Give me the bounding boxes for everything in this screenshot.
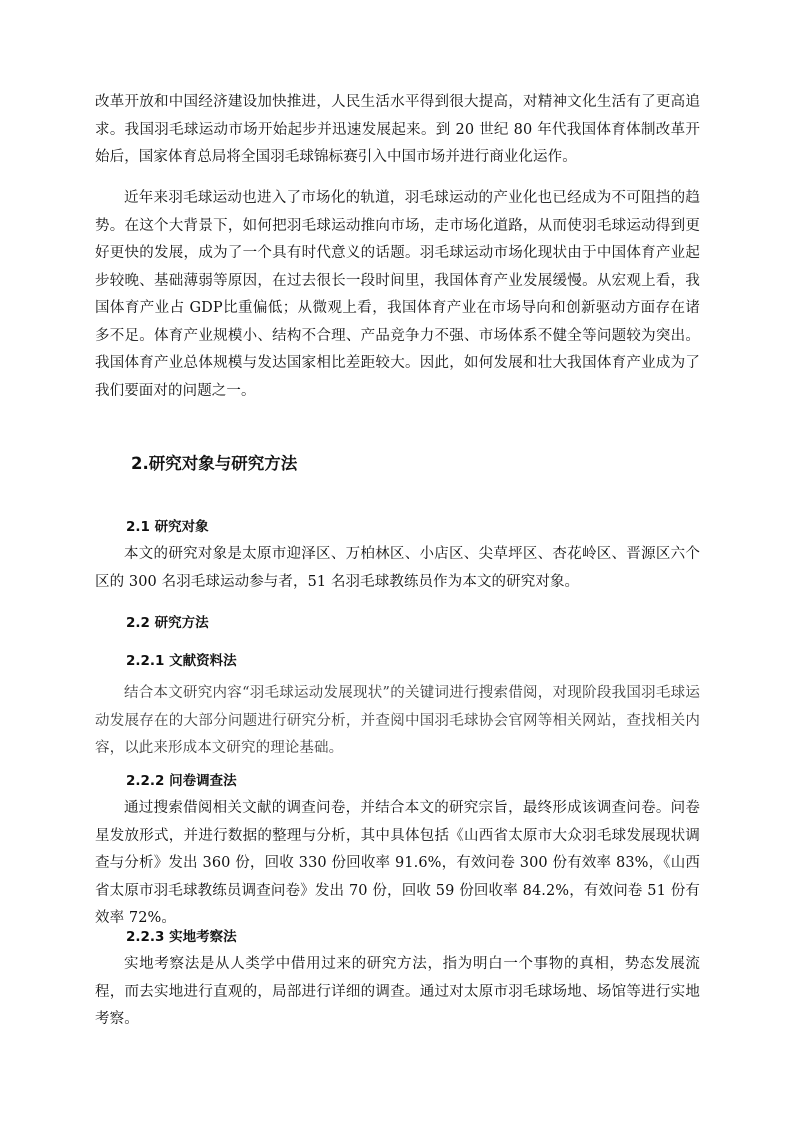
subheading-literature-method: 2.2.1 文献资料法: [126, 653, 237, 669]
paragraph-reform-background: 改革开放和中国经济建设加快推进，人民生活水平得到很大提高，对精神文化生活有了更高追求。我国羽毛球运动市场开始起步并迅速发展起来。到 20 世纪 80 年代我国体育体制改革开始后，国家体育总局将全国羽毛球锦标赛引入中国市场并进行商业化运作。: [95, 94, 700, 165]
paragraph-marketization: 近年来羽毛球运动也进入了市场化的轨道，羽毛球运动的产业化也已经成为不可阻挡的趋势。在这个大背景下，如何把羽毛球运动推向市场，走市场化道路，从而使羽毛球运动得到更好更快的发展，成为了一个具有时代意义的话题。羽毛球运动市场化现状由于中国体育产业起步较晚、基础薄弱等原因，在过去很长一段时间里，我国体育产业发展缓慢。从宏观上看，我国体育产业占 GDP比重偏低；从微观上看，我国体育产业在市场导向和创新驱动方面存在诸多不足。体育产业规模小、结构不合理、产品竞争力不强、市场体系不健全等问题较为突出。我国体育产业总体规模与发达国家相比差距较大。因此，如何发展和壮大我国体育产业成为了我们要面对的问题之一。: [95, 190, 700, 399]
paragraph-field-survey-method: 实地考察法是从人类学中借用过来的研究方法，指为明白一个事物的真相，势态发展流程，而去实地进行直观的，局部进行详细的调查。通过对太原市羽毛球场地、场馆等进行实地考察。: [95, 956, 700, 1027]
subheading-field-survey-method: 2.2.3 实地考察法: [126, 929, 237, 945]
paragraph-literature-method: 结合本文研究内容“羽毛球运动发展现状”的关键词进行搜索借阅，对现阶段我国羽毛球运动发展存在的大部分问题进行研究分析，并查阅中国羽毛球协会官网等相关网站，查找相关内容，以此来形成本文研究的理论基础。: [95, 685, 700, 756]
section-heading-research-objects-methods: 2.研究对象与研究方法: [131, 454, 298, 473]
paragraph-research-object: 本文的研究对象是太原市迎泽区、万柏林区、小店区、尖草坪区、杏花岭区、晋源区六个区的 300 名羽毛球运动参与者，51 名羽毛球教练员作为本文的研究对象。: [95, 546, 700, 590]
paragraph-questionnaire-method: 通过搜索借阅相关文献的调查问卷，并结合本文的研究宗旨，最终形成该调查问卷。问卷星发放形式，并进行数据的整理与分析，其中具体包括《山西省太原市大众羽毛球发展现状调查与分析》发出 360 份，回收 330 份回收率 91.6%，有效问卷 300 份有效率 83%，《山西省太原市羽毛球教练员调查问卷》发出 70 份，回收 59 份回收率 84.2%，有效问卷 51 份有效率 72%。: [95, 800, 700, 926]
subheading-research-object: 2.1 研究对象: [126, 519, 209, 535]
subheading-questionnaire-method: 2.2.2 问卷调查法: [126, 773, 237, 789]
subheading-research-methods: 2.2 研究方法: [126, 615, 209, 631]
